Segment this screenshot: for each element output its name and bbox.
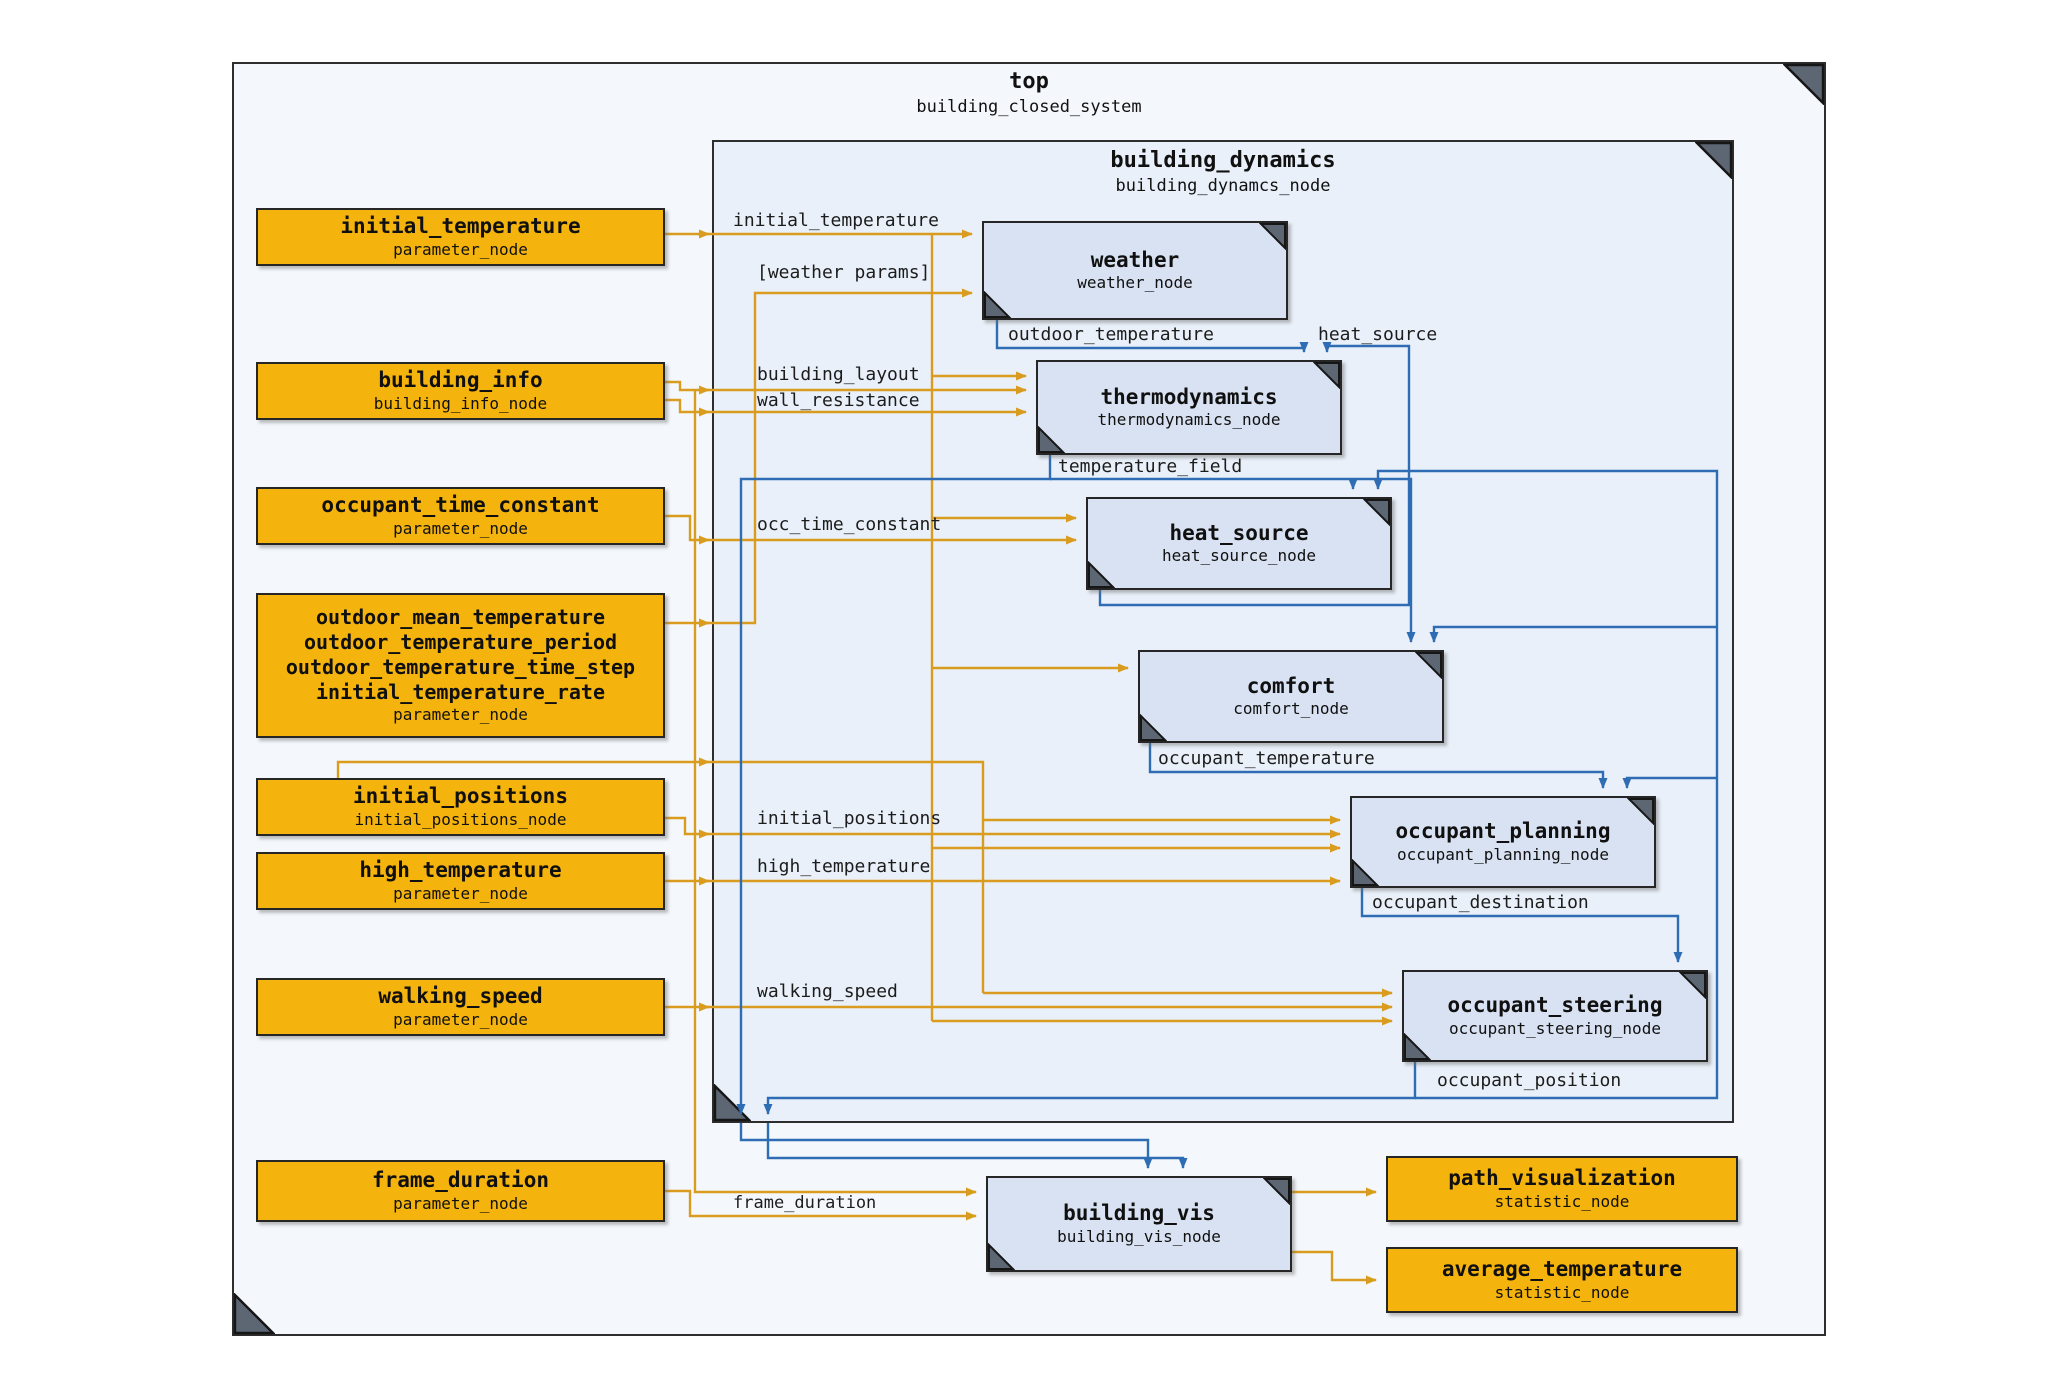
process-node-heat-source[interactable] [1086,497,1392,590]
edge-label-occupant-destination: occupant_destination [1372,892,1589,913]
fold-corner-icon [1627,797,1655,825]
edge-label-occupant-temperature: occupant_temperature [1158,748,1375,769]
fold-corner-icon [1037,426,1065,454]
node-title: path_visualization [1448,1166,1676,1191]
inner-subtitle: building_dynamcs_node [1115,176,1331,196]
node-title: heat_source [1169,520,1309,545]
node-subtitle: parameter_node [393,1009,528,1029]
node-title: initial_positions [353,784,568,809]
fold-corner-icon [1351,859,1379,887]
node-title: outdoor_mean_temperature [316,605,605,630]
node-subtitle: thermodynamics_node [1097,410,1281,430]
fold-corner-icon [1087,561,1115,589]
node-subtitle: building_vis_node [1057,1226,1221,1246]
node-title: high_temperature [359,858,562,883]
param-node-occupant-time-constant[interactable] [256,487,665,545]
node-title: average_temperature [1441,1257,1683,1282]
node-subtitle: initial_positions_node [354,809,567,829]
edge-label-high-temperature: high_temperature [757,856,931,877]
edge-label-initial-positions: initial_positions [757,808,942,829]
param-node-frame-duration[interactable] [256,1160,665,1222]
node-title: comfort [1246,673,1336,698]
node-subtitle: occupant_planning_node [1397,844,1609,864]
node-title: weather [1090,247,1180,272]
node-subtitle: occupant_steering_node [1449,1018,1661,1038]
edge-label-occupant-position: occupant_position [1437,1070,1622,1091]
fold-corner-icon [233,1293,275,1335]
process-node-building-vis[interactable] [986,1176,1292,1272]
statistic-node-path-visualization[interactable] [1386,1156,1738,1222]
fold-corner-icon [1263,1177,1291,1205]
node-subtitle: parameter_node [393,239,528,259]
inner-title: building_dynamics [1110,148,1336,173]
param-node-high-temperature[interactable] [256,852,665,910]
param-node-walking-speed[interactable] [256,978,665,1036]
outer-subtitle: building_closed_system [916,97,1142,117]
edge-label-outdoor-temperature: outdoor_temperature [1008,324,1214,345]
process-node-occupant-planning[interactable] [1350,796,1656,888]
edge-label-occ-time-constant: occ_time_constant [757,514,942,535]
fold-corner-icon [983,291,1011,319]
edge-label-wall-resistance: wall_resistance [757,390,920,411]
node-title: building_info [378,368,543,393]
node-title: occupant_time_constant [321,493,600,518]
param-node-initial-temperature[interactable] [256,208,665,266]
node-title: initial_temperature_rate [316,680,605,705]
param-node-building-info[interactable] [256,362,665,420]
outer-title: top [1009,69,1049,94]
node-title: occupant_planning [1395,819,1611,844]
fold-corner-icon [1313,361,1341,389]
edge-label-temperature-field: temperature_field [1058,456,1243,477]
node-title: walking_speed [378,984,543,1009]
node-subtitle: building_info_node [373,393,548,413]
process-node-comfort[interactable] [1138,650,1444,743]
fold-corner-icon [1363,498,1391,526]
fold-corner-icon [713,1084,751,1122]
process-node-occupant-steering[interactable] [1402,970,1708,1062]
node-subtitle: parameter_node [393,705,528,725]
fold-corner-icon [1415,651,1443,679]
param-node-outdoor-group[interactable] [256,593,665,738]
node-subtitle: statistic_node [1494,1191,1630,1211]
node-subtitle: comfort_node [1233,699,1349,719]
node-subtitle: heat_source_node [1161,546,1317,566]
node-subtitle: weather_node [1077,273,1193,293]
node-title: outdoor_temperature_time_step [285,655,636,680]
node-title: initial_temperature [340,214,581,239]
edge-label-walking-speed: walking_speed [757,981,898,1002]
fold-corner-icon [1259,222,1287,250]
node-title: frame_duration [371,1168,549,1193]
edge-label-heat-source: heat_source [1318,324,1438,345]
fold-corner-icon [987,1243,1015,1271]
fold-corner-icon [1403,1033,1431,1061]
param-node-initial-positions[interactable] [256,778,665,836]
process-node-thermodynamics[interactable] [1036,360,1342,455]
node-title: occupant_steering [1447,993,1663,1018]
edge-label-weather-params: [weather params] [757,262,931,283]
edge-label-initial-temperature: initial_temperature [733,210,939,231]
node-subtitle: parameter_node [393,518,528,538]
fold-corner-icon [1679,971,1707,999]
edge-label-frame-duration: frame_duration [733,1193,877,1213]
process-node-weather[interactable] [982,221,1288,320]
node-title: building_vis [1063,1201,1215,1226]
node-title: outdoor_temperature_period [303,630,618,655]
edge-label-building-layout: building_layout [757,364,920,385]
fold-corner-icon [1139,714,1167,742]
node-subtitle: parameter_node [393,1193,528,1213]
node-subtitle: parameter_node [393,883,528,903]
node-subtitle: statistic_node [1494,1282,1630,1302]
statistic-node-average-temperature[interactable] [1386,1247,1738,1313]
node-title: thermodynamics [1100,384,1278,409]
